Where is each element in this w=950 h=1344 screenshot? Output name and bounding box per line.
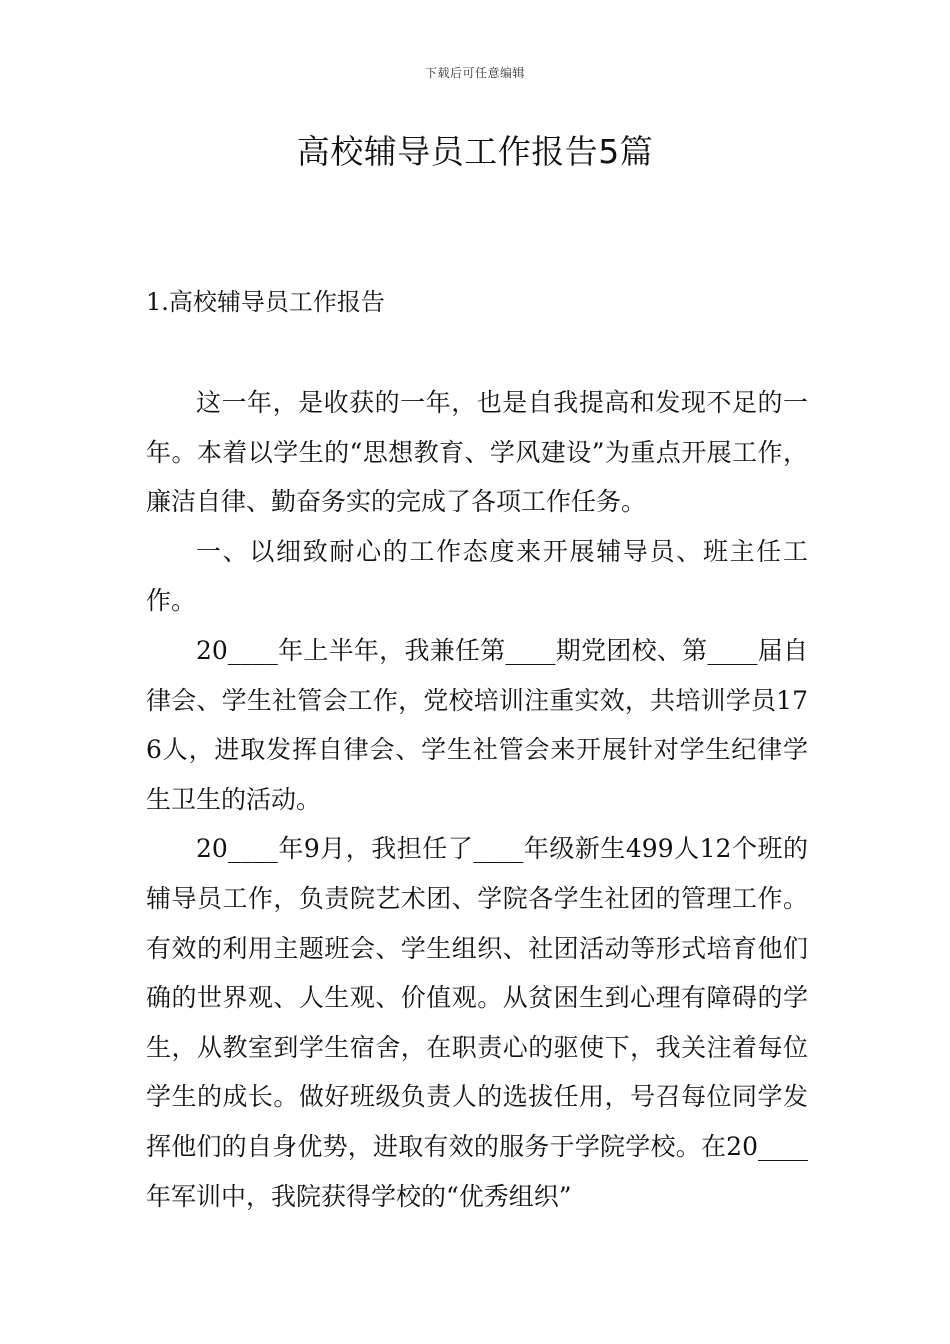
document-title: 高校辅导员工作报告5篇 xyxy=(296,132,654,171)
document-body xyxy=(146,378,808,1221)
paragraph-first-half-year: 20____年上半年，我兼任第____期党团校、第____届自律会、学生社管会工作，党校培训注重实效，共培训学员176人，进取发挥自律会、学生社管会来开展针对学生纪律学生卫生的活动。 xyxy=(146,635,808,814)
section-heading: 1.高校辅导员工作报告 xyxy=(146,288,385,316)
paragraph-september: 20____年9月，我担任了____年级新生499人12个班的辅导员工作，负责院艺术团、学院各学生社团的管理工作。有效的利用主题班会、学生组织、社团活动等形式培育他们确的世界观、人生观、价值观。从贫困生到心理有障碍的学生，从教室到学生宿舍，在职责心的驱使下，我关注着每位学生的成长。做好班级负责人的选拔任用，号召每位同学发挥他们的自身优势，进取有效的服务于学院学校。在20____年军训中，我院获得学校的“优秀组织” xyxy=(146,834,808,1211)
paragraph-section-one-heading: 一、以细致耐心的工作态度来开展辅导员、班主任工作。 xyxy=(146,536,808,616)
paragraph-intro: 这一年，是收获的一年，也是自我提高和发现不足的一年。本着以学生的“思想教育、学风建设”为重点开展工作，廉洁自律、勤奋务实的完成了各项工作任务。 xyxy=(146,388,808,517)
download-note: 下载后可任意编辑 xyxy=(424,66,525,80)
